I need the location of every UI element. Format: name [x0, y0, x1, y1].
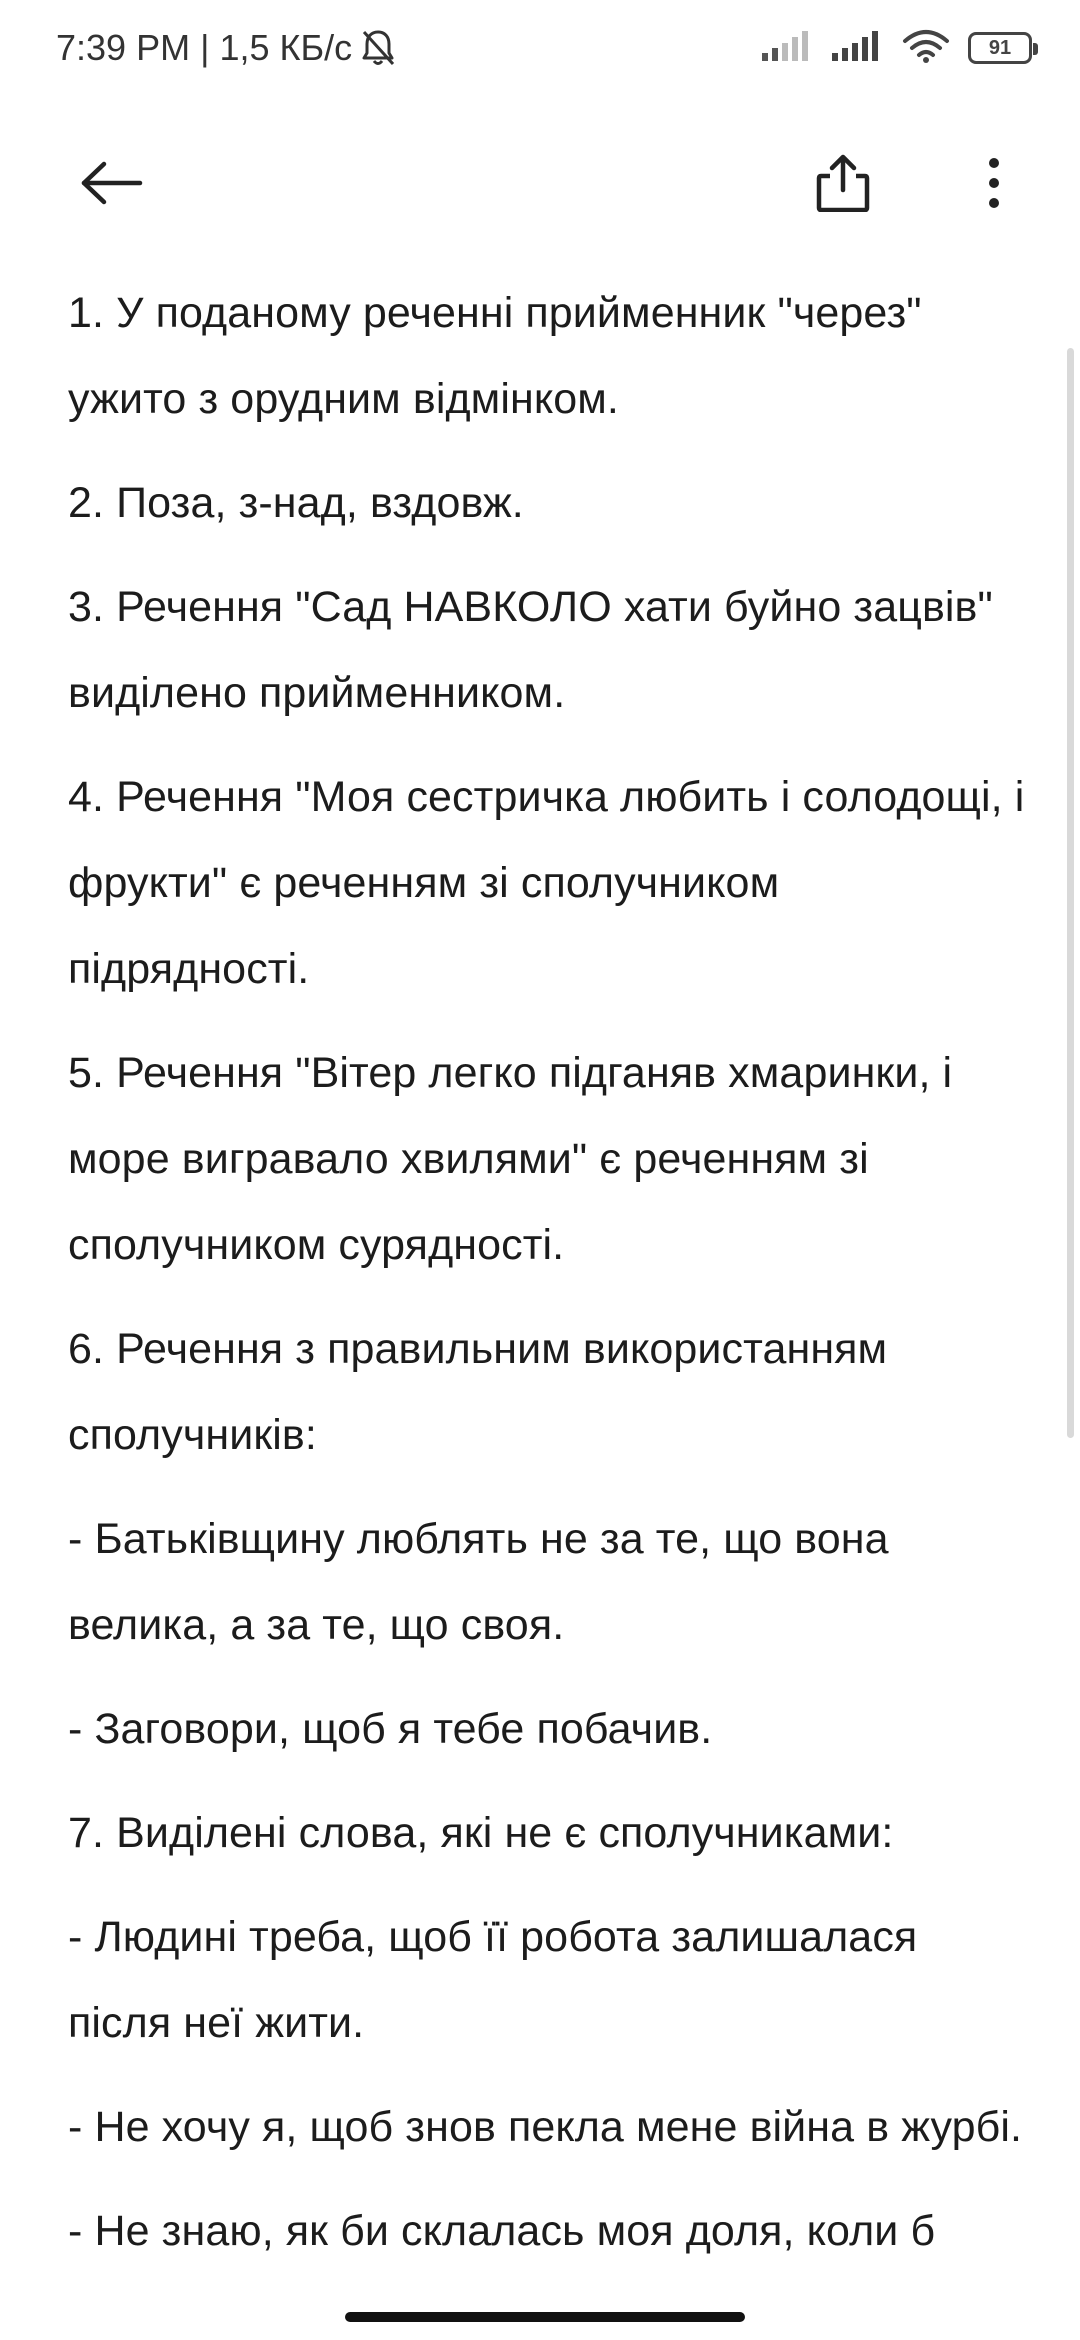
share-button[interactable] [793, 135, 893, 235]
paragraph-7: 7. Виділені слова, які не є сполучниками: [68, 1809, 894, 1857]
signal-icon [832, 31, 884, 66]
status-bar [0, 0, 1080, 96]
list-item: - Людині треба, щоб її робота залишалася після неї жити. [68, 1913, 918, 2047]
battery-icon [968, 32, 1032, 64]
paragraph-2: 2. Поза, з-над, вздовж. [68, 479, 524, 527]
status-left [56, 22, 396, 74]
share-icon [816, 154, 870, 217]
status-separator: | [200, 27, 210, 68]
status-time: 7:39 PM [56, 27, 191, 68]
list-item: - Батьківщину люблять не за те, що вона велика, а за те, що своя. [68, 1515, 889, 1649]
network-speed: 1,5 КБ/с [219, 27, 353, 68]
status-right [762, 26, 1032, 70]
list-item: - Не хочу я, щоб знов пекла мене війна в журбі. [68, 2103, 1023, 2151]
back-button[interactable] [62, 135, 162, 235]
wifi-icon [902, 29, 950, 68]
paragraph-6: 6. Речення з правильним використанням сполучників: [68, 1325, 888, 1459]
paragraph-4: 4. Речення "Моя сестричка любить і солодощі, і фрукти" є реченням зі сполучником підрядності. [68, 773, 1025, 993]
home-indicator[interactable] [345, 2312, 745, 2322]
list-item: - Заговори, щоб я тебе побачив. [68, 1705, 713, 1753]
app-bar [0, 110, 1080, 260]
back-arrow-icon [80, 161, 144, 210]
battery-level: 91 [988, 37, 1012, 59]
bell-off-icon [360, 28, 396, 68]
scrollbar[interactable] [1067, 348, 1074, 1438]
list-item: - Не знаю, як би склалась моя доля, коли б [68, 2207, 936, 2255]
paragraph-3: 3. Речення "Сад НАВКОЛО хати буйно зацвів" виділено прийменником. [68, 583, 993, 717]
answer-content [68, 270, 1028, 2292]
paragraph-1: 1. У поданому реченні прийменник "через" ужито з орудним відмінком. [68, 289, 922, 423]
paragraph-5: 5. Речення "Вітер легко підганяв хмаринки, і море вигравало хвилями" є реченням зі сполучником сурядності. [68, 1049, 953, 1269]
signal-icon [762, 31, 814, 66]
more-vert-icon [986, 157, 1002, 214]
more-options-button[interactable] [944, 135, 1044, 235]
